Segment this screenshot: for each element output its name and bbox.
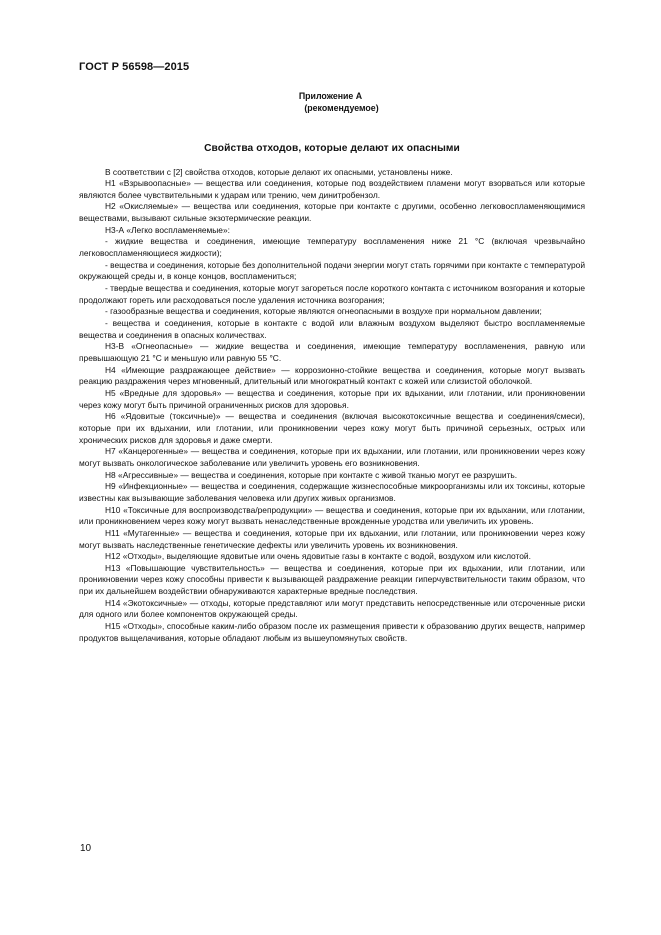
paragraph: Н5 «Вредные для здоровья» — вещества и соединения, которые при их вдыхании, или глотании, или проникновении через кожу могут быть причиной ограниченных рисков для здоровья. (79, 387, 585, 410)
paragraph: Н8 «Агрессивные» — вещества и соединения, которые при контакте с живой тканью могут ее разрушить. (105, 469, 518, 480)
paragraph: - твердые вещества и соединения, которые могут загореться после короткого контакта с источником возгорания и которые продолжают гореть или расходоваться после удаления источника возгорания; (79, 283, 585, 305)
paragraph: Н11 «Мутагенные» — вещества и соединения, которые при их вдыхании, или глотании, или проникновении через кожу могут вызвать наследственные генетические дефекты или увеличить уровень их возникновения. (79, 527, 585, 550)
paragraph: - газообразные вещества и соединения, которые являются огнеопасными в воздухе при нормальном давлении; (105, 306, 542, 317)
paragraph: Н10 «Токсичные для воспроизводства/репродукции» — вещества и соединения, которые при их вдыхании, или глотании, или проникновением через кожу могут вызвать ненаследственные врожденные уродства или увеличить их уровень. (79, 504, 585, 527)
page-number: 10 (80, 843, 92, 854)
paragraph: Н15 «Отходы», способные каким-либо образом после их размещения привести к образованию других веществ, например продуктов выщелачивания, которые обладают любым из вышеупомянутых свойств. (79, 621, 585, 643)
paragraph: - жидкие вещества и соединения, имеющие температуру воспламенения ниже 21 °С (включая чрезвычайно легковоспламеняющиеся жидкости); (79, 236, 585, 259)
paragraph: - вещества и соединения, которые без дополнительной подачи энергии могут стать горячими при контакте с температурой окружающей среды и, в конце концов, воспламениться; (79, 259, 585, 282)
section-title: Свойства отходов, которые делают их опасными (204, 143, 460, 154)
paragraph: Н7 «Канцерогенные» — вещества и соединения, которые при их вдыхании, или глотании, или проникновении через кожу могут вызвать онкологическое заболевание или увеличить уровень его возникновения. (79, 446, 585, 468)
paragraph: Н2 «Окисляемые» — вещества или соединения, которые при контакте с другими, особенно легковоспламеняющимися веществами, вызывают сильные экзотермические реакции. (79, 201, 585, 224)
paragraph: Н3-А «Легко воспламеняемые»: (105, 224, 230, 235)
paragraph: В соответствии с [2] свойства отходов, которые делают их опасными, установлены ниже. (105, 166, 453, 177)
paragraph: Н12 «Отходы», выделяющие ядовитые или очень ядовитые газы в контакте с водой, воздухом или кислотой. (105, 551, 531, 562)
appendix-heading (0, 90, 661, 114)
paragraph: Н13 «Повышающие чувствительность» — вещества и соединения, которые при их вдыхании, или глотании, или проникновении через кожу способны привести к вызывающей раздражение реакции гиперчувствительности таким образом, что при их дальнейшем воздействии обнаруживаются характерные вредные последствия. (79, 562, 585, 597)
paragraph: Н6 «Ядовитые (токсичные)» — вещества и соединения (включая высокотоксичные вещества и соединения/смеси), которые при их вдыхании, или глотании, или проникновении через кожу могут быть причиной серьезных, острых или хронических рисков для здоровья и даже смерти. (79, 411, 585, 445)
document-body (79, 167, 585, 645)
standard-code: ГОСТ Р 56598—2015 (79, 61, 190, 73)
appendix-title: Приложение А (298, 91, 363, 101)
paragraph: Н3-В «Огнеопасные» — жидкие вещества и соединения, имеющие температуру воспламенения, равную или превышающую 21 °С и меньшую или равную 55 °С. (79, 341, 585, 363)
paragraph: Н14 «Экотоксичные» — отходы, которые представляют или могут представить непосредственные или отсроченные риски для одного или более компонентов окружающей среды. (79, 597, 585, 620)
paragraph: Н4 «Имеющие раздражающее действие» — коррозионно-стойкие вещества и соединения, которые могут вызвать реакцию раздражения через мгновенный, длительный или многократный контакт с кожей или слизистой оболочкой. (79, 364, 585, 387)
paragraph: - вещества и соединения, которые в контакте с водой или влажным воздухом выделяют быстро воспламеняемые вещества и соединения в опасных количествах. (79, 318, 585, 340)
paragraph: Н9 «Инфекционные» — вещества и соединения, содержащие жизнеспособные микроорганизмы или их токсины, которые известны как вызывающие заболевания человека или других живых организмов. (79, 481, 585, 503)
appendix-subtitle: (рекомендуемое) (304, 103, 379, 113)
paragraph: Н1 «Взрывоопасные» — вещества или соединения, которые под воздействием пламени могут взорваться или которые являются более чувствительными к ударам или трению, чем динитробензол. (79, 178, 585, 200)
